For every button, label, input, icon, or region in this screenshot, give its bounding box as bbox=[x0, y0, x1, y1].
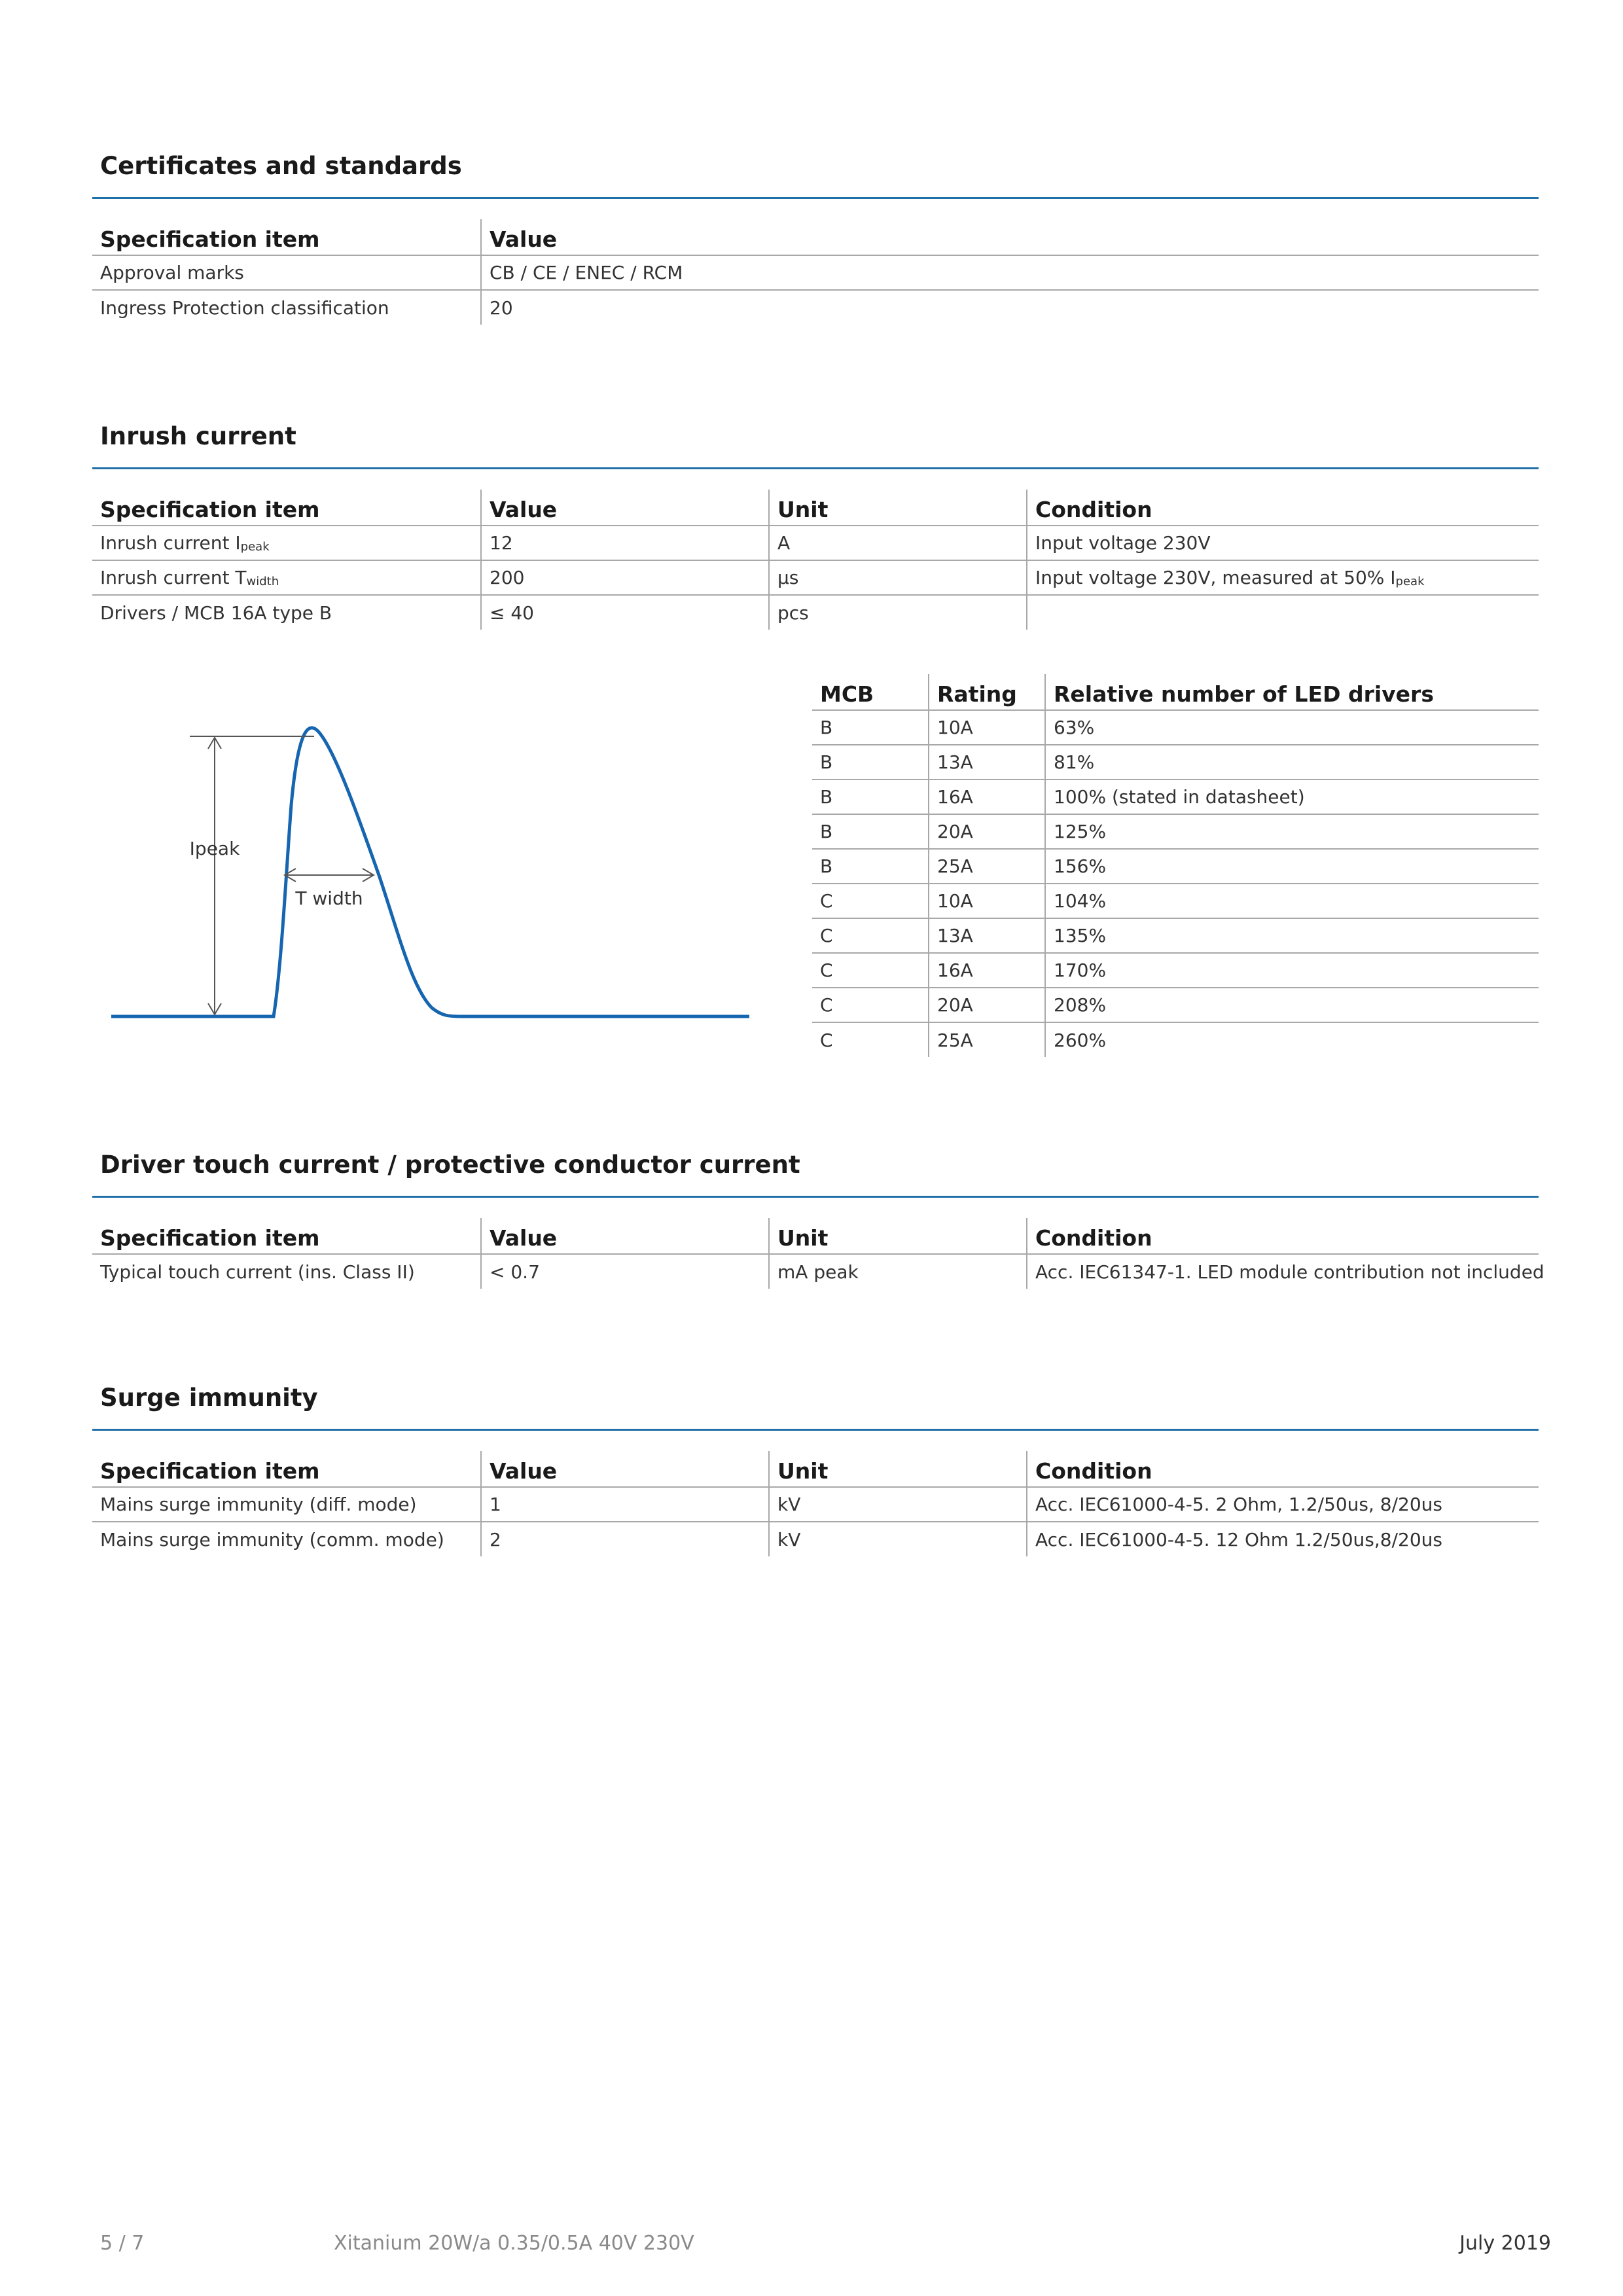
value-cell: CB / CE / ENEC / RCM bbox=[481, 255, 1539, 290]
inrush-waveform-line bbox=[111, 728, 749, 1016]
table-row bbox=[92, 595, 1539, 630]
section-rule bbox=[92, 467, 1539, 469]
rating-cell: 25A bbox=[929, 849, 1045, 884]
table-row bbox=[92, 255, 1539, 290]
unit-cell: A bbox=[769, 526, 1027, 560]
condition-cell: Input voltage 230V bbox=[1027, 526, 1539, 560]
value-cell: 1 bbox=[481, 1487, 769, 1522]
table-row bbox=[812, 849, 1539, 884]
table-header-row bbox=[92, 1451, 1539, 1487]
rating-cell: 10A bbox=[929, 710, 1045, 745]
mcb-type-cell: B bbox=[812, 780, 929, 814]
column-header: MCB bbox=[812, 674, 929, 710]
spec-item-cell: Typical touch current (ins. Class II) bbox=[100, 1261, 415, 1283]
table-row bbox=[812, 953, 1539, 988]
rating-cell: 13A bbox=[929, 745, 1045, 780]
condition-cell bbox=[1027, 595, 1539, 630]
column-header: Value bbox=[481, 219, 1539, 255]
table-row bbox=[92, 1487, 1539, 1522]
table-row bbox=[812, 710, 1539, 745]
unit-cell: mA peak bbox=[769, 1254, 1027, 1289]
column-header: Rating bbox=[929, 674, 1045, 710]
relative-number-cell: 81% bbox=[1045, 745, 1539, 780]
value-cell: ≤ 40 bbox=[481, 595, 769, 630]
section-title-surge: Surge immunity bbox=[100, 1384, 318, 1412]
condition-cell: Acc. IEC61000-4-5. 2 Ohm, 1.2/50us, 8/20us bbox=[1027, 1487, 1539, 1522]
column-header: Value bbox=[481, 1451, 769, 1487]
spec-item-cell: Inrush current $I_{peak}$ bbox=[92, 526, 481, 560]
relative-number-cell: 125% bbox=[1045, 814, 1539, 849]
subscript: peak bbox=[1395, 575, 1425, 588]
section-rule bbox=[92, 1196, 1539, 1198]
section-title-certificates: Certificates and standards bbox=[100, 152, 462, 180]
spec-item-cell: Mains surge immunity (comm. mode) bbox=[100, 1528, 444, 1551]
subscript: peak bbox=[240, 540, 270, 554]
table-row bbox=[812, 814, 1539, 849]
column-header: Specification item bbox=[92, 490, 481, 526]
spec-item-cell: Drivers / MCB 16A type B bbox=[100, 601, 332, 624]
mcb-type-cell: B bbox=[812, 814, 929, 849]
column-header: Specification item bbox=[92, 1218, 481, 1254]
inrush-waveform-diagram bbox=[105, 707, 759, 1034]
table-header-row bbox=[812, 674, 1539, 710]
column-header: Value bbox=[481, 490, 769, 526]
value-cell: 20 bbox=[481, 290, 1539, 325]
section-rule bbox=[92, 1429, 1539, 1431]
condition-cell: Acc. IEC61000-4-5. 12 Ohm 1.2/50us,8/20us bbox=[1027, 1522, 1539, 1556]
product-name: Xitanium 20W/a 0.35/0.5A 40V 230V bbox=[334, 2232, 694, 2255]
column-header: Value bbox=[481, 1218, 769, 1254]
relative-number-cell: 170% bbox=[1045, 953, 1539, 988]
spec-item-cell: Ingress Protection classification bbox=[100, 296, 389, 319]
rating-cell: 16A bbox=[929, 780, 1045, 814]
value-cell: 200 bbox=[481, 560, 769, 595]
rating-cell: 25A bbox=[929, 1022, 1045, 1057]
table-header-row bbox=[92, 219, 1539, 255]
table-row bbox=[812, 780, 1539, 814]
column-header: Condition bbox=[1027, 1218, 1539, 1254]
table-row bbox=[812, 1022, 1539, 1057]
relative-number-cell: 156% bbox=[1045, 849, 1539, 884]
rating-cell: 13A bbox=[929, 918, 1045, 953]
mcb-type-cell: B bbox=[812, 710, 929, 745]
relative-number-cell: 260% bbox=[1045, 1022, 1539, 1057]
table-row bbox=[92, 526, 1539, 560]
column-header: Specification item bbox=[92, 219, 481, 255]
table-row bbox=[92, 1522, 1539, 1556]
column-header: Relative number of LED drivers bbox=[1045, 674, 1539, 710]
table-row bbox=[812, 918, 1539, 953]
mcb-type-cell: B bbox=[812, 849, 929, 884]
column-header: Condition bbox=[1027, 490, 1539, 526]
relative-number-cell: 63% bbox=[1045, 710, 1539, 745]
column-header: Unit bbox=[769, 1218, 1027, 1254]
mcb-type-cell: B bbox=[812, 745, 929, 780]
table-row bbox=[812, 988, 1539, 1022]
table-row bbox=[92, 560, 1539, 595]
table-row bbox=[92, 1254, 1539, 1289]
relative-number-cell: 100% (stated in datasheet) bbox=[1045, 780, 1539, 814]
section-title-touch-current: Driver touch current / protective conductor current bbox=[100, 1151, 800, 1179]
condition-cell: Input voltage 230V, measured at 50% $I_{peak}$ bbox=[1027, 560, 1539, 595]
mcb-type-cell: C bbox=[812, 884, 929, 918]
rating-cell: 20A bbox=[929, 988, 1045, 1022]
page-number: 5 / 7 bbox=[100, 2232, 145, 2255]
mcb-table bbox=[812, 674, 1539, 1057]
document-date: July 2019 bbox=[1459, 2232, 1551, 2255]
column-header: Unit bbox=[769, 490, 1027, 526]
section-title-inrush: Inrush current bbox=[100, 422, 296, 450]
table-header-row bbox=[92, 490, 1539, 526]
unit-cell: µs bbox=[769, 560, 1027, 595]
certificates-table bbox=[92, 219, 1539, 325]
table-row bbox=[92, 290, 1539, 325]
value-cell: 12 bbox=[481, 526, 769, 560]
column-header: Condition bbox=[1027, 1451, 1539, 1487]
rating-cell: 16A bbox=[929, 953, 1045, 988]
value-cell: < 0.7 bbox=[481, 1254, 769, 1289]
mcb-type-cell: C bbox=[812, 988, 929, 1022]
rating-cell: 10A bbox=[929, 884, 1045, 918]
condition-cell: Acc. IEC61347-1. LED module contribution not included bbox=[1027, 1254, 1539, 1289]
unit-cell: kV bbox=[769, 1522, 1027, 1556]
subscript: width bbox=[246, 575, 279, 588]
mcb-type-cell: C bbox=[820, 1029, 833, 1051]
mcb-type-cell: C bbox=[812, 953, 929, 988]
section-rule bbox=[92, 197, 1539, 199]
unit-cell: pcs bbox=[769, 595, 1027, 630]
value-cell: 2 bbox=[481, 1522, 769, 1556]
spec-item-cell: Approval marks bbox=[92, 255, 481, 290]
column-header: Specification item bbox=[92, 1451, 481, 1487]
spec-item-cell: Inrush current $T_{width}$ bbox=[92, 560, 481, 595]
relative-number-cell: 208% bbox=[1045, 988, 1539, 1022]
unit-cell: kV bbox=[769, 1487, 1027, 1522]
touch-current-table bbox=[92, 1218, 1544, 1289]
spec-item-cell: Mains surge immunity (diff. mode) bbox=[92, 1487, 481, 1522]
surge-table bbox=[92, 1451, 1539, 1556]
inrush-table bbox=[92, 490, 1539, 630]
column-header: Unit bbox=[769, 1451, 1027, 1487]
relative-number-cell: 135% bbox=[1045, 918, 1539, 953]
relative-number-cell: 104% bbox=[1045, 884, 1539, 918]
ipeak-label: Ipeak bbox=[189, 838, 240, 859]
table-row bbox=[812, 745, 1539, 780]
twidth-label: T width bbox=[295, 888, 363, 909]
mcb-type-cell: C bbox=[812, 918, 929, 953]
rating-cell: 20A bbox=[929, 814, 1045, 849]
table-row bbox=[812, 884, 1539, 918]
table-header-row bbox=[92, 1218, 1539, 1254]
